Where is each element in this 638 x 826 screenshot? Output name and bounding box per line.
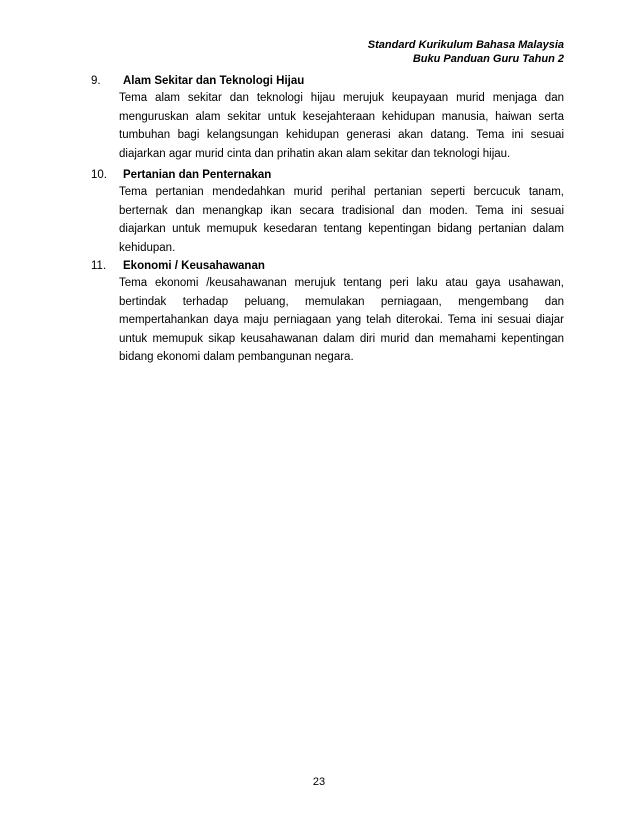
section-title: Pertanian dan Penternakan bbox=[123, 169, 272, 181]
section-heading bbox=[91, 73, 564, 89]
section-alam-sekitar bbox=[91, 73, 564, 163]
section-ekonomi bbox=[91, 258, 564, 367]
section-body: Tema alam sekitar dan teknologi hijau merujuk keupayaan murid menjaga dan menguruskan alam sekitar untuk kesejahteraan kehidupan manusia, haiwan serta tumbuhan bagi kelangsungan kehidupan generasi akan datang. Tema ini sesuai diajarkan agar murid cinta dan prihatin akan alam sekitar dan teknologi hijau. bbox=[119, 92, 564, 160]
section-pertanian bbox=[91, 167, 564, 257]
section-heading bbox=[91, 258, 564, 274]
section-number: 10. bbox=[91, 169, 107, 181]
section-heading bbox=[91, 167, 564, 183]
running-header bbox=[368, 38, 564, 66]
section-body: Tema pertanian mendedahkan murid perihal pertanian seperti bercucuk tanam, berternak dan menangkap ikan secara tradisional dan moden. Tema ini sesuai diajarkan untuk memupuk kesedaran tentang kepentingan bidang pertanian dalam kehidupan. bbox=[119, 186, 564, 254]
section-title: Alam Sekitar dan Teknologi Hijau bbox=[123, 75, 305, 87]
section-number: 11. bbox=[91, 260, 107, 272]
header-curriculum-title: Standard Kurikulum Bahasa Malaysia bbox=[367, 39, 564, 51]
section-body: Tema ekonomi /keusahawanan merujuk tentang peri laku atau gaya usahawan, bertindak terhadap peluang, memulakan perniagaan, mengembang dan mempertahankan daya maju perniagaan yang telah diterokai. Tema ini sesuai diajar untuk memupuk sikap keusahawanan dalam diri murid dan memahami kepentingan bidang ekonomi dalam pembangunan negara. bbox=[119, 277, 564, 363]
page-number: 23 bbox=[312, 776, 326, 788]
section-number: 9. bbox=[91, 75, 101, 87]
section-title: Ekonomi / Keusahawanan bbox=[123, 260, 265, 272]
header-guide-title: Buku Panduan Guru Tahun 2 bbox=[412, 53, 564, 65]
